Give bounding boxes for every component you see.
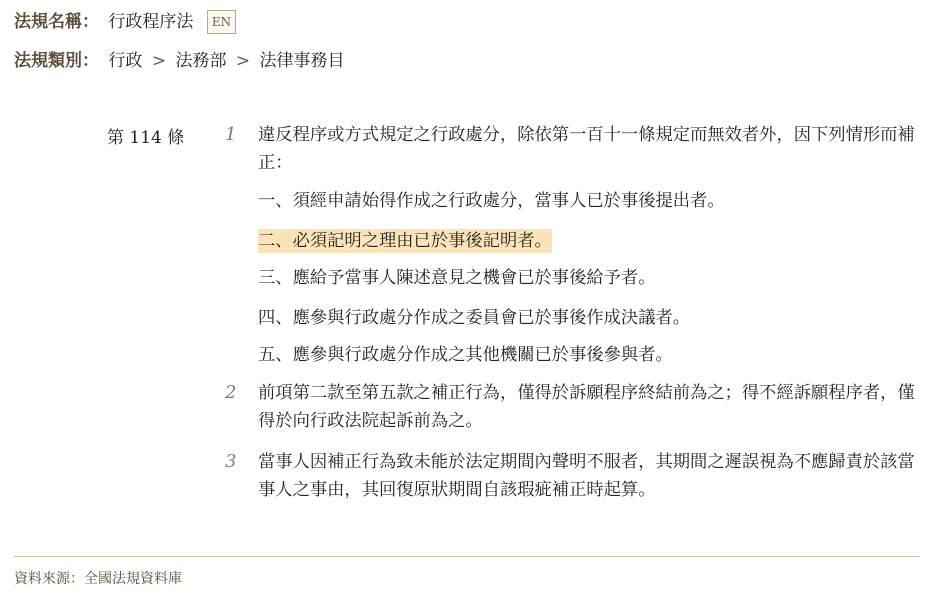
list-item-highlighted: 二、必須記明之理由已於事後記明者。 — [258, 231, 552, 251]
list-item: 五、應參與行政處分作成之其他機關已於事後參與者。 — [258, 345, 673, 365]
paragraph-text: 當事人因補正行為致未能於法定期間內聲明不服者，其期間之遲誤視為不應歸責於該當事人之事由，其回復原狀期間自該瑕疵補正時起算。 — [258, 452, 915, 500]
list-item: 四、應參與行政處分作成之委員會已於事後作成決議者。 — [258, 308, 691, 328]
law-category-label: 法規類別： — [14, 51, 99, 71]
data-source: 資料來源：全國法規資料庫 — [14, 571, 182, 587]
law-name-row — [14, 10, 236, 34]
english-version-button[interactable]: EN — [207, 10, 236, 34]
breadcrumb — [108, 51, 344, 71]
list-item: 一、須經申請始得作成之行政處分，當事人已於事後提出者。 — [258, 191, 725, 211]
paragraph-text: 違反程序或方式規定之行政處分，除依第一百十一條規定而無效者外，因下列情形而補正： — [258, 125, 915, 173]
breadcrumb-separator: > — [235, 51, 251, 71]
law-name-value: 行政程序法 — [108, 12, 194, 32]
breadcrumb-item[interactable]: 法律事務目 — [259, 51, 345, 71]
law-category-row — [14, 49, 345, 73]
breadcrumb-item[interactable]: 行政 — [108, 51, 143, 71]
breadcrumb-item[interactable]: 法務部 — [175, 51, 227, 71]
law-name-label: 法規名稱： — [14, 12, 99, 32]
paragraph-number: 2 — [225, 382, 237, 403]
list-item: 三、應給予當事人陳述意見之機會已於事後給予者。 — [258, 268, 656, 288]
footer-divider — [14, 556, 920, 557]
breadcrumb-separator: > — [151, 51, 167, 71]
article-number: 第 114 條 — [107, 128, 185, 148]
paragraph-number: 1 — [225, 124, 237, 145]
paragraph-number: 3 — [225, 451, 237, 472]
paragraph-text: 前項第二款至第五款之補正行為，僅得於訴願程序終結前為之；得不經訴願程序者，僅得於向行政法院起訴前為之。 — [258, 383, 915, 431]
